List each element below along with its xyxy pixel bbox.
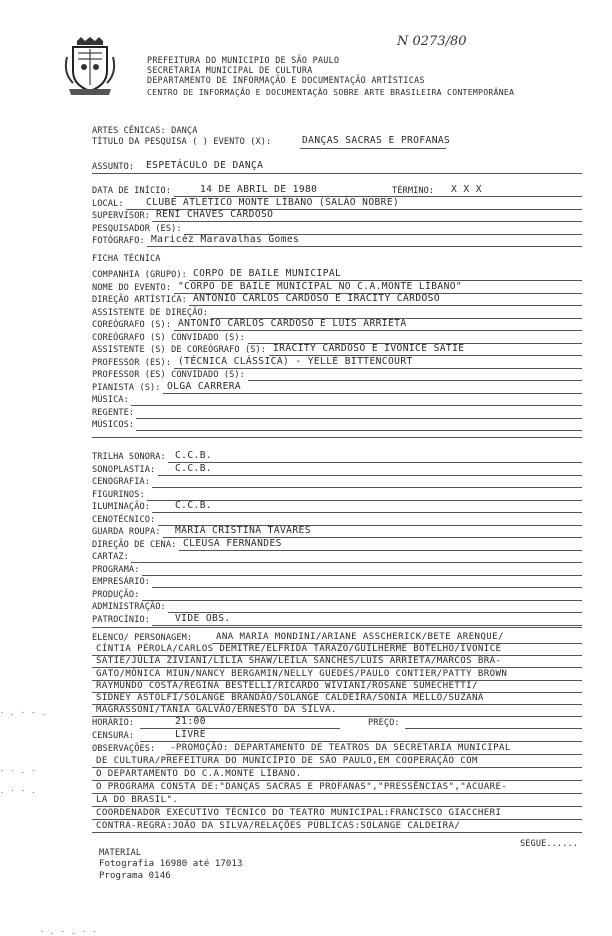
elenco-line: ANA MARIA MONDINI/ARIANE ASSCHERICK/BETE ARENQUE/ — [216, 632, 504, 642]
field-label: LOCAL: — [92, 198, 124, 209]
field-label: SUPERVISOR: — [92, 211, 151, 222]
termino-value: X X X — [451, 184, 482, 195]
observacao-line: COORDENADOR EXECUTIVO TÉCNICO DO TEATRO MUNICIPAL:FRANCISCO GIACCHERI — [96, 808, 502, 818]
field-label: COMPANHIA (GRUPO): — [92, 270, 187, 280]
observacao-line: O PROGRAMA CONSTA DE:"DANÇAS SACRAS E PROFANAS","PRESSÊNCIAS","ACUARE- — [96, 782, 508, 792]
field-label: PROFESSOR (ES): — [92, 357, 172, 368]
field-label: ASSISTENTE DE DIREÇÃO: — [92, 307, 209, 318]
field-value: ANTONIO CARLOS CARDOSO E LUIS ARRIETA — [178, 318, 407, 329]
observacao-line: DE CULTURA/PREFEITURA DO MUNICÍPIO DE SÃO PAULO,EM COOPERAÇÃO COM — [96, 756, 478, 766]
field-value: OLGA CARRERA — [167, 380, 242, 392]
field-label: MÚSICA: — [92, 395, 129, 405]
field-label: FOTÓGRAFO: — [92, 236, 145, 247]
handwritten-code: N 0273/80 — [397, 34, 467, 49]
termino-label: TÉRMINO: — [392, 186, 435, 196]
field-value: C.C.B. — [175, 500, 213, 511]
field-value: "CORPO DE BAILE MUNICIPAL NO C.A.MONTE LÍBANO" — [178, 280, 463, 292]
segue-label: SEGUE...... — [520, 839, 579, 849]
field-label: COREÓGRAFO (S) CONVIDADO (S): — [92, 332, 245, 343]
field-label: PROFESSOR (ES) CONVIDADO (S): — [92, 370, 245, 380]
censura-value: LIVRE — [175, 729, 206, 740]
field-label: PESQUISADOR (ES): — [92, 223, 182, 234]
field-label: DIREÇÃO ARTÍSTICA: — [92, 295, 187, 305]
observacao-line: O DEPARTAMENTO DO C.A.MONTE LÍBANO. — [96, 769, 302, 779]
field-value: RENI CHAVES CARDOSO — [156, 209, 274, 221]
field-value: CLEUSA FERNANDES — [183, 537, 282, 549]
field-label: PATROCÍNIO: — [92, 614, 151, 625]
horario-value: 21:00 — [175, 716, 206, 727]
observacoes-label: OBSERVAÇÕES: — [92, 744, 156, 754]
assunto-value: ESPETÁCULO DE DANÇA — [146, 160, 264, 171]
field-label: FIGURINOS: — [92, 489, 145, 500]
ficha-title: FICHA TÉCNICA — [92, 254, 161, 264]
field-label: PROGRAMA: — [92, 564, 140, 575]
assunto-label: ASSUNTO: — [92, 162, 135, 172]
elenco-line: SIDNEY ASTOLFI/SOLANGE BRANDÃO/SOLANGE CALDEIRA/SONIA MELLO/SUZANA — [96, 693, 484, 703]
field-label: SONOPLASTIA: — [92, 464, 156, 475]
material-title: MATERIAL — [99, 848, 142, 858]
elenco-line: MAGRASSONI/TANIA GALVÃO/ERNESTO DA SILVA. — [96, 705, 337, 716]
field-value: 14 DE ABRIL DE 1980 — [200, 184, 318, 195]
header-line-3: DEPARTAMENTO DE INFORMAÇÃO E DOCUMENTAÇÃO ARTÍSTICAS — [147, 75, 425, 85]
field-label: REGENTE: — [92, 407, 135, 418]
field-value: Maricéz Maravalhas Gomes — [151, 234, 300, 246]
coat-of-arms-icon — [63, 37, 117, 97]
censura-label: CENSURA: — [92, 731, 135, 741]
preco-label: PREÇO: — [368, 718, 400, 728]
field-label: COREÓGRAFO (S): — [92, 320, 172, 330]
field-label: EMPRESÁRIO: — [92, 577, 151, 587]
field-label: GUARDA ROUPA: — [92, 527, 161, 537]
observacao-line: CONTRA-REGRA:JOÃO DA SILVA/RELAÇÕES PÚBLICAS:SOLANGE CALDEIRA/ — [96, 821, 461, 831]
field-value: VIDE OBS. — [175, 612, 231, 624]
observacao-line: -PROMOÇÃO: DEPARTAMENTO DE TEATROS DA SECRETARIA MUNICIPAL — [170, 743, 511, 753]
elenco-line: GATO/MÔNICA MIUN/NANCY BERGAMIN/NELLY GUEDES/PAULO CONTIER/PATTY BROWN — [96, 668, 508, 679]
elenco-line: SATIE/JÚLIA ZIVIANI/LILIA SHAW/LEILA SANCHES/LUIS ARRIETA/MARCOS BRA- — [96, 656, 502, 667]
field-value: MARIA CRISTINA TAVARES — [175, 525, 311, 536]
elenco-label: ELENCO/ PERSONAGEM: — [92, 633, 193, 643]
field-label: ILUMINAÇÃO: — [92, 502, 151, 512]
field-value: C.C.B. — [175, 462, 213, 474]
field-value: IRACITY CARDOSO E IVONICE SATIE — [273, 343, 465, 354]
header-line-1: PREFEITURA DO MUNICIPIO DE SÃO PAULO — [147, 55, 340, 65]
field-label: ASSISTENTE (S) DE COREÓGRAFO (S): — [92, 345, 267, 355]
material-program: Programa 0146 — [99, 871, 171, 881]
field-value: (TÉCNICA CLÁSSICA) - YELLÉ BITTENCOURT — [178, 355, 413, 367]
field-value: CORPO DE BAILE MUNICIPAL — [193, 268, 342, 279]
material-photo: Fotografia 16980 até 17013 — [99, 859, 243, 869]
header-line-4: CENTRO DE INFORMAÇÃO E DOCUMENTAÇÃO SOBRE ARTE BRASILEIRA CONTEMPORÂNEA — [147, 87, 515, 97]
field-label: PRODUÇÃO: — [92, 589, 140, 600]
field-label: NOME DO EVENTO: — [92, 282, 172, 293]
research-title-value: DANÇAS SACRAS E PROFANAS — [302, 135, 451, 146]
field-label: TRILHA SONORA: — [92, 452, 166, 462]
research-title-label: TÍTULO DA PESQUISA ( ) EVENTO (X): — [92, 137, 272, 147]
field-label: MÚSICOS: — [92, 420, 135, 430]
field-label: ADMINISTRAÇÃO: — [92, 602, 166, 612]
horario-label: HORÁRIO: — [92, 718, 135, 728]
observacao-line: LA DO BRASIL". — [96, 795, 179, 805]
field-label: DATA DE INÍCIO: — [92, 186, 172, 196]
field-label: CARTAZ: — [92, 552, 129, 562]
field-value: ANTONIO CARLOS CARDOSO E IRACITY CARDOSO — [193, 293, 441, 304]
header-line-2: SECRETARIA MUNICIPAL DE CULTURA — [147, 65, 313, 75]
area-label: ARTES CÊNICAS: DANÇA — [92, 126, 198, 136]
field-label: CENOGRAFIA: — [92, 477, 151, 487]
field-label: CENOTÉCNICO: — [92, 514, 156, 525]
field-label: DIREÇÃO DE CENA: — [92, 539, 177, 550]
field-value: CLUBE ATLÉTICO MONTE LÍBANO (SALÃO NOBRE) — [146, 196, 400, 208]
field-value: C.C.B. — [175, 450, 213, 461]
field-label: PIANISTA (S): — [92, 382, 161, 393]
elenco-line: CÍNTIA PÉROLA/CARLOS DEMITRE/ELFRIDA TARAZO/GUILHERME BOTELHO/IVONICE — [96, 644, 502, 655]
elenco-line: RAYMUNDO COSTA/REGINA BESTELLI/RICARDO WIVIANI/ROSANE SUMECHETTI/ — [96, 680, 478, 691]
